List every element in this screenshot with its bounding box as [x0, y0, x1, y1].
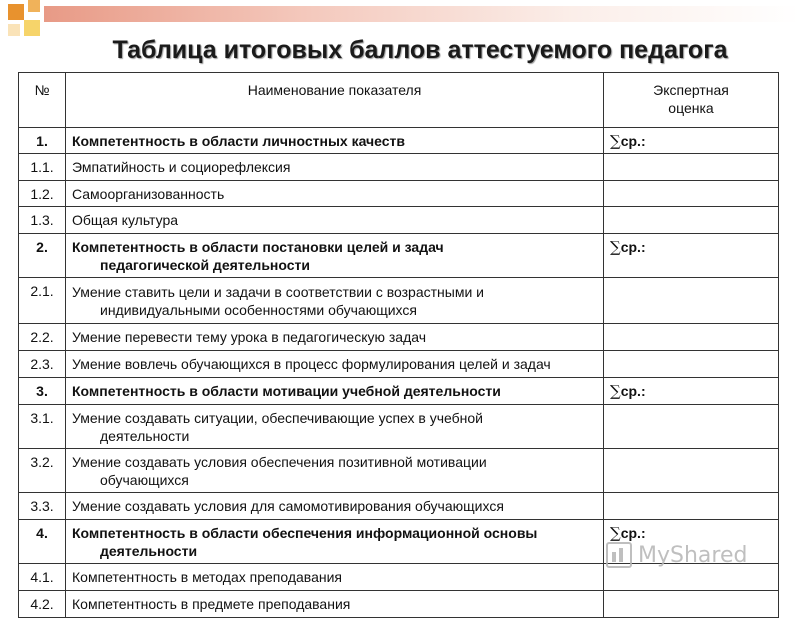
row-name: Общая культура [66, 207, 604, 234]
header-num: № [19, 73, 66, 128]
watermark-text: MyShared [638, 542, 748, 568]
sum-label: ср.: [620, 525, 646, 541]
row-name-line1: Компетентность в области постановки целей и задач [72, 238, 444, 255]
sum-label: ср.: [620, 133, 646, 149]
score-cell[interactable] [604, 351, 779, 378]
corner-square-orange-2 [28, 0, 40, 12]
sum-cell [604, 234, 779, 278]
table-row [19, 207, 779, 234]
row-num: 3. [19, 378, 66, 405]
table-row-section [19, 128, 779, 154]
page-title: Таблица итоговых баллов аттестуемого педагога [112, 36, 728, 64]
score-cell[interactable] [604, 324, 779, 351]
corner-square-light [8, 24, 20, 36]
row-name: Умение вовлечь обучающихся в процесс формулирования целей и задач [66, 351, 604, 378]
row-num: 1. [19, 128, 66, 154]
score-cell[interactable] [604, 181, 779, 207]
header-score-line2: оценка [668, 100, 714, 116]
table-row [19, 449, 779, 493]
row-name: Компетентность в методах преподавания [66, 564, 604, 591]
table-row [19, 324, 779, 351]
table-row [19, 154, 779, 181]
corner-square-yellow [24, 20, 40, 36]
sum-sign-icon: ∑ [610, 524, 621, 542]
table-row [19, 591, 779, 618]
row-name-line2: обучающихся [100, 471, 189, 488]
header-score-line1: Экспертная [653, 82, 729, 98]
row-name-line1: Умение ставить цели и задачи в соответствии с возрастными и [72, 283, 484, 300]
row-num: 3.1. [19, 405, 66, 449]
row-num: 3.3. [19, 493, 66, 520]
header-gradient-bar [44, 6, 800, 22]
row-num: 4.2. [19, 591, 66, 618]
chart-logo-icon [606, 542, 632, 568]
row-name-line2: индивидуальными особенностями обучающихся [100, 301, 417, 318]
row-name [66, 278, 604, 324]
sum-sign-icon: ∑ [610, 238, 621, 256]
row-name-line1: Умение создавать условия обеспечения позитивной мотивации [72, 453, 487, 470]
score-cell[interactable] [604, 154, 779, 181]
row-num: 1.2. [19, 181, 66, 207]
row-name: Умение создавать условия для самомотивирования обучающихся [66, 493, 604, 520]
sum-cell [604, 378, 779, 405]
row-name [66, 449, 604, 493]
row-name-line2: деятельности [100, 427, 190, 444]
sum-label: ср.: [620, 239, 646, 255]
row-num: 3.2. [19, 449, 66, 493]
row-num: 4.1. [19, 564, 66, 591]
row-name: Компетентность в предмете преподавания [66, 591, 604, 618]
row-name: Эмпатийность и социорефлексия [66, 154, 604, 181]
row-num: 1.3. [19, 207, 66, 234]
row-name-line1: Умение создавать ситуации, обеспечивающие успех в учебной [72, 409, 483, 426]
header-name: Наименование показателя [66, 73, 604, 128]
row-num: 1.1. [19, 154, 66, 181]
scores-table [18, 72, 779, 618]
sum-cell [604, 128, 779, 154]
row-name-line2: деятельности [100, 542, 198, 559]
row-num: 4. [19, 520, 66, 564]
table-row-section [19, 378, 779, 405]
score-cell[interactable] [604, 405, 779, 449]
sum-sign-icon: ∑ [610, 382, 621, 400]
header-score [604, 73, 779, 128]
watermark [606, 538, 776, 572]
row-name: Компетентность в области личностных качеств [66, 128, 604, 154]
table-row [19, 351, 779, 378]
corner-square-orange [8, 4, 24, 20]
score-cell[interactable] [604, 591, 779, 618]
table-row [19, 493, 779, 520]
row-name-line2: педагогической деятельности [100, 256, 310, 273]
table-header-row [19, 73, 779, 128]
row-name [66, 520, 604, 564]
score-cell[interactable] [604, 493, 779, 520]
table-row [19, 278, 779, 324]
score-cell[interactable] [604, 278, 779, 324]
score-cell[interactable] [604, 207, 779, 234]
sum-label: ср.: [620, 383, 646, 399]
table-row [19, 405, 779, 449]
row-num: 2.3. [19, 351, 66, 378]
table-row-section [19, 234, 779, 278]
row-name [66, 405, 604, 449]
score-cell[interactable] [604, 449, 779, 493]
row-name: Компетентность в области мотивации учебной деятельности [66, 378, 604, 405]
row-num: 2. [19, 234, 66, 278]
sum-sign-icon: ∑ [610, 132, 621, 150]
row-name: Умение перевести тему урока в педагогическую задач [66, 324, 604, 351]
table-row [19, 181, 779, 207]
row-num: 2.2. [19, 324, 66, 351]
row-num: 2.1. [19, 278, 66, 324]
row-name-line1: Компетентность в области обеспечения информационной основы [72, 524, 538, 541]
row-name: Самоорганизованность [66, 181, 604, 207]
row-name [66, 234, 604, 278]
